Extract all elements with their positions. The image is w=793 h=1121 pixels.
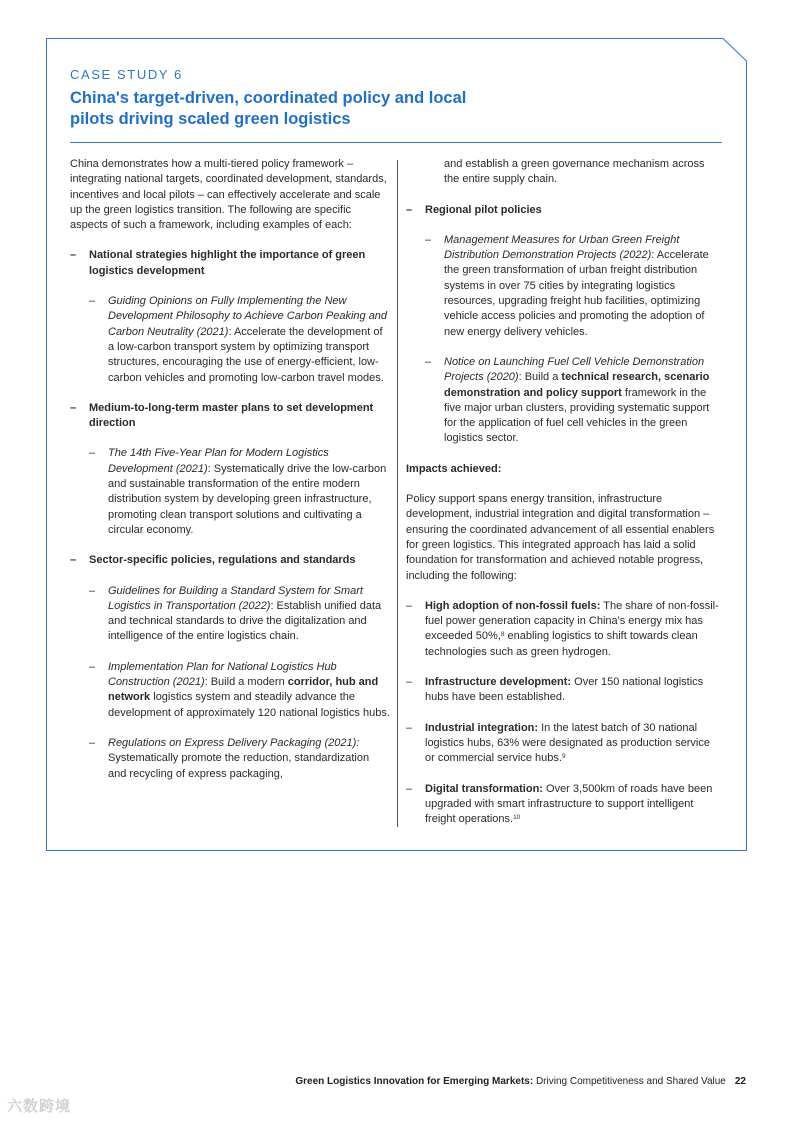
column-divider [397,160,398,827]
policy-description-cont: logistics system and steadily advance the development of approximately 120 national logistics hubs. [108,691,390,719]
dash-bullet: – [70,554,77,567]
impact-infrastructure [406,675,722,706]
footnote-ref: 8 [500,631,505,639]
dash-bullet: – [406,676,413,689]
policy-title: Regulations on Express Delivery Packaging (2021): [108,736,360,749]
heading-text: National strategies highlight the importance of green logistics development [89,249,366,277]
dash-bullet: – [70,249,77,262]
impact-label: Industrial integration: [425,721,539,734]
watermark-logo: 六数跨境 [7,1098,72,1115]
dash-bullet: – [89,295,96,308]
impact-label: Digital transformation: [425,782,543,795]
policy-item-guiding-opinions [70,294,390,386]
policy-highlight: corridor, hub and network [108,676,379,704]
dash-bullet: – [89,447,96,460]
dash-bullet: – [406,782,413,795]
impact-text: Over 3,500km of roads have been upgraded with smart infrastructure to support intelligent freight operations. [425,782,713,826]
page-footer [295,1076,746,1087]
policy-description: : Accelerate the development of a low-carbon transport system by optimizing transport structures, encouraging the use of energy-efficient, low-carbon vehicles and promoting low-carbon travel modes. [108,325,384,384]
heading-text: Sector-specific policies, regulations and standards [89,554,356,567]
sector-policies-heading [70,553,390,568]
regional-pilots-heading [406,203,722,218]
dash-bullet: – [406,721,413,734]
impact-text-cont: enabling logistics to shift towards clean technologies such as green hydrogen. [425,630,698,658]
policy-description: : Build a modern [204,676,288,689]
policy-item-14th-five-year-plan [70,446,390,538]
impact-text: In the latest batch of 30 national logistics hubs, 63% were designated as production service or commercial service hubs. [425,721,710,765]
impact-label: High adoption of non-fossil fuels: [425,599,601,612]
title-divider [70,142,722,143]
impact-non-fossil-fuels [406,599,722,660]
right-column [406,157,722,827]
footnote-ref: 9 [561,753,566,761]
policy-description: : Systematically drive the low-carbon and sustainable transformation of the entire modern distribution system by developing green infrastructure, promoting clean transport solutions and cultivating a circular economy. [108,462,387,536]
intro-paragraph: China demonstrates how a multi-tiered policy framework – integrating national targets, coordinated development, standards, incentives and local pilots – can effectively accelerate and scale up the green logistics transition. The following are specific aspects of such a framework, including examples of each: [70,158,387,232]
national-strategies-heading [70,248,390,279]
case-study-title: China's target-driven, coordinated policy and local pilots driving scaled green logistics [70,89,467,128]
policy-title: Notice on Launching Fuel Cell Vehicle Demonstration Projects (2020) [444,355,705,384]
policy-title: Implementation Plan for National Logistics Hub Construction (2021) [108,660,337,689]
policy-title: Guiding Opinions on Fully Implementing the New Development Philosophy to Achieve Carbon Peaking and Carbon Neutrality (2021) [108,295,388,338]
report-subtitle: Driving Competitiveness and Shared Value [533,1076,726,1087]
footnote-ref: 10 [513,814,521,822]
policy-title: Management Measures for Urban Green Freight Distribution Demonstration Projects (2022) [444,233,680,262]
dash-bullet: – [406,599,413,612]
express-packaging-continued [406,157,722,188]
dash-bullet: – [425,233,432,246]
impacts-heading: Impacts achieved: [406,462,502,475]
case-study-label: CASE STUDY 6 [70,67,183,82]
impact-text: The share of non-fossil-fuel power generation capacity in China's energy mix has exceeded 50%, [425,599,719,643]
dash-bullet: – [70,401,77,414]
policy-item-express-packaging [70,736,390,782]
policy-description-cont: framework in the five major urban clusters, providing systematic support for the application of fuel cell vehicles in the green logistics sector. [444,386,710,445]
impact-label: Infrastructure development: [425,676,572,689]
dash-bullet: – [406,203,413,216]
policy-item-urban-freight [406,233,722,340]
impact-digital-transformation [406,782,722,828]
left-column [70,157,390,782]
dash-bullet: – [89,660,96,673]
policy-title: The 14th Five-Year Plan for Modern Logistics Development (2021) [108,447,329,475]
policy-description: Systematically promote the reduction, standardization and recycling of express packaging, [108,752,370,780]
report-title: Green Logistics Innovation for Emerging Markets: [295,1076,534,1087]
heading-text: Medium-to-long-term master plans to set development direction [89,401,374,430]
policy-title: Guidelines for Building a Standard System for Smart Logistics in Transportation (2022) [108,584,363,612]
page-number: 22 [734,1076,746,1087]
master-plans-heading [70,401,390,432]
dash-bullet: – [89,584,96,597]
policy-item-logistics-hub-plan [70,660,390,721]
policy-description: : Build a [518,371,562,384]
impacts-intro: Policy support spans energy transition, infrastructure development, industrial integration and digital transformation – ensuring the coordinated advancement of all essential enablers for green logistics. This integrated approach has laid a solid foundation for transformation and achieved notable progress, including the following: [406,493,715,582]
policy-description-cont: and establish a green governance mechanism across the entire supply chain. [444,158,705,186]
impact-industrial-integration [406,721,722,767]
dash-bullet: – [89,736,96,749]
heading-text: Regional pilot policies [425,203,542,216]
policy-highlight: technical research, scenario demonstration and policy support [444,371,710,399]
policy-item-smart-logistics-standards [70,584,390,645]
dash-bullet: – [425,355,432,368]
policy-item-fuel-cell [406,355,722,447]
policy-description: : Accelerate the green transformation of urban freight distribution systems in over 75 cities by integrating logistics resources, upgrading freight hub facilities, optimizing vehicle access policies and promoting the adoption of new energy delivery vehicles. [444,249,709,338]
impact-text: Over 150 national logistics hubs have been established. [425,676,704,704]
policy-description: : Establish unified data and technical standards to drive the digitalization and intelligence of the entire logistics chain. [108,599,382,643]
